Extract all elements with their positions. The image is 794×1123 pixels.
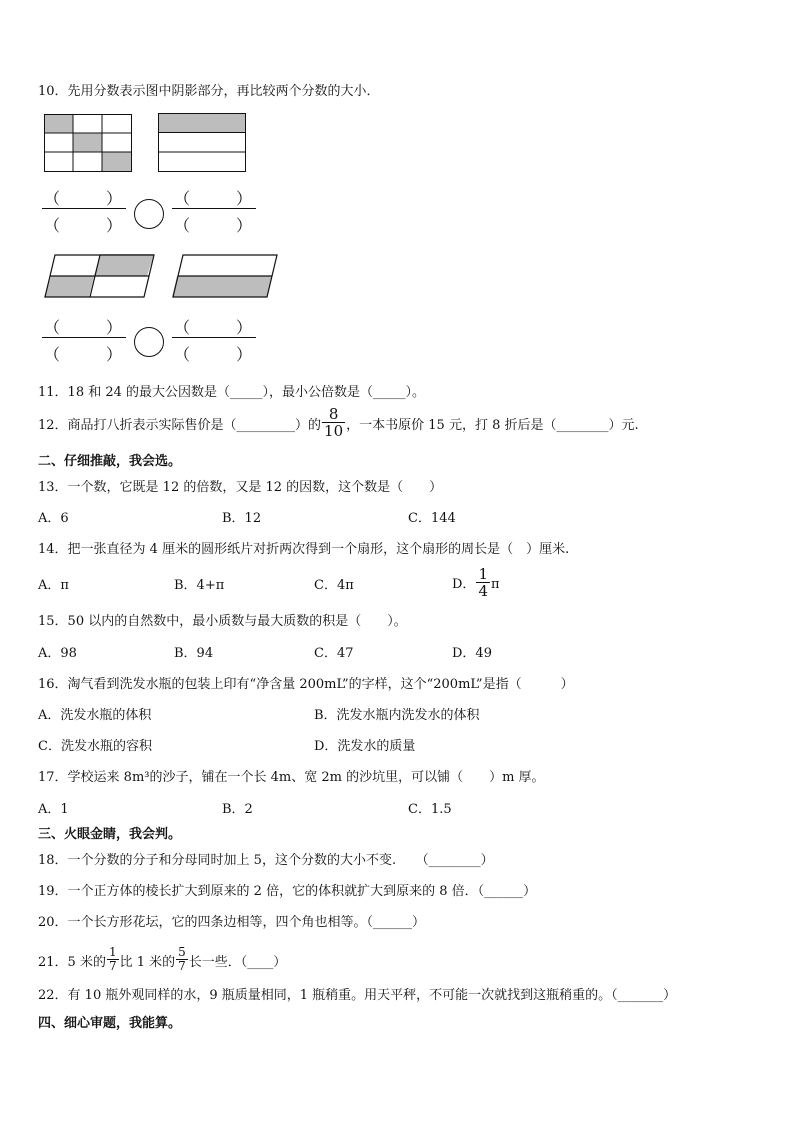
- q10-figure-grid-a: [44, 114, 132, 172]
- q17-option-a[interactable]: A．1: [38, 802, 69, 817]
- q15-option-a[interactable]: A．98: [38, 646, 77, 661]
- q12-after: ，一本书原价 15 元，打 8 折后是（________）元.: [346, 418, 639, 433]
- q17-option-b[interactable]: B．2: [222, 802, 253, 817]
- q21-fraction-1: $\frac{1}{7}$: [108, 945, 117, 973]
- shade-cell: [73, 133, 102, 152]
- q15-option-c[interactable]: C．47: [314, 646, 354, 661]
- q17-option-c[interactable]: C．1.5: [408, 802, 452, 817]
- q14-option-a[interactable]: A．π: [38, 578, 69, 593]
- q14-option-b[interactable]: B．4+π: [174, 578, 225, 593]
- q14-option-c[interactable]: C．4π: [314, 578, 354, 593]
- compare-circle-2[interactable]: [134, 327, 164, 357]
- q14-option-d[interactable]: D． $\frac{1}{4}$ π: [452, 565, 500, 600]
- q16-option-a[interactable]: A．洗发水瓶的体积: [38, 708, 152, 723]
- q10-answer-frac-3[interactable]: （ ） （ ）: [42, 315, 126, 361]
- q21-line: 21．5 米的 $\frac{1}{7}$ 比 1 米的 $\frac{5}{7}$ 长一些．（____）: [38, 945, 287, 973]
- q15-text: 15．50 以内的自然数中，最小质数与最大质数的积是（ ）。: [38, 614, 407, 629]
- q19-text: 19．一个正方体的棱长扩大到原来的 2 倍，它的体积就扩大到原来的 8 倍．（______）: [38, 884, 537, 899]
- q10-answer-frac-2[interactable]: （ ） （ ）: [172, 186, 256, 232]
- q10-text: 10．先用分数表示图中阴影部分，再比较两个分数的大小．: [38, 84, 380, 99]
- shade-cell: [44, 114, 73, 133]
- q12-before: 12．商品打八折表示实际售价是（_________）的: [38, 418, 322, 433]
- q10-figure-para-b: [172, 254, 278, 298]
- q12-fraction: $\frac{8}{10}$: [324, 405, 344, 440]
- q11-text: 11．18 和 24 的最大公因数是（_____），最小公倍数是（_____）。: [38, 385, 426, 400]
- q16-option-d[interactable]: D．洗发水的质量: [314, 739, 416, 754]
- q15-option-d[interactable]: D．49: [452, 646, 492, 661]
- q13-option-b[interactable]: B．12: [222, 511, 262, 526]
- q10-answer-frac-4[interactable]: （ ） （ ）: [172, 315, 256, 361]
- compare-circle-1[interactable]: [134, 199, 164, 229]
- q18-text: 18．一个分数的分子和分母同时加上 5，这个分数的大小不变. （________）: [38, 853, 494, 868]
- q20-text: 20．一个长方形花坛，它的四条边相等，四个角也相等。（______）: [38, 915, 426, 930]
- q10-figure-para-a: [44, 254, 156, 298]
- q16-text: 16．淘气看到洗发水瓶的包装上印有“净含量 200mL”的字样，这个“200mL”是指（ ）: [38, 677, 574, 692]
- q13-option-c[interactable]: C．144: [408, 511, 456, 526]
- q21-fraction-2: $\frac{5}{7}$: [178, 945, 186, 973]
- q15-option-b[interactable]: B．94: [174, 646, 214, 661]
- q22-text: 22．有 10 瓶外观同样的水，9 瓶质量相同，1 瓶稍重。用天平秤，不可能一次就找到这瓶稍重的。（_______）: [38, 988, 677, 1003]
- shade-cell: [102, 152, 131, 171]
- section-3-heading: 三、火眼金睛，我会判。: [38, 827, 182, 842]
- q10-figure-grid-b: [158, 113, 246, 172]
- q13-text: 13．一个数，它既是 12 的倍数，又是 12 的因数，这个数是（ ）: [38, 480, 443, 495]
- q17-text: 17．学校运来 8m³的沙子，铺在一个长 4m、宽 2m 的沙坑里，可以铺（ ）m 厚。: [38, 770, 545, 785]
- q10-answer-frac-1[interactable]: （ ） （ ）: [42, 186, 126, 232]
- q14-text: 14．把一张直径为 4 厘米的圆形纸片对折两次得到一个扇形，这个扇形的周长是（ ）厘米.: [38, 542, 570, 557]
- section-2-heading: 二、仔细推敲，我会选。: [38, 454, 182, 469]
- section-4-heading: 四、细心审题，我能算。: [38, 1016, 182, 1031]
- q12-line: [38, 405, 639, 440]
- q16-option-b[interactable]: B．洗发水瓶内洗发水的体积: [314, 708, 480, 723]
- q13-option-a[interactable]: A．6: [38, 511, 69, 526]
- q16-option-c[interactable]: C．洗发水瓶的容积: [38, 739, 152, 754]
- shade-cell: [158, 113, 246, 132]
